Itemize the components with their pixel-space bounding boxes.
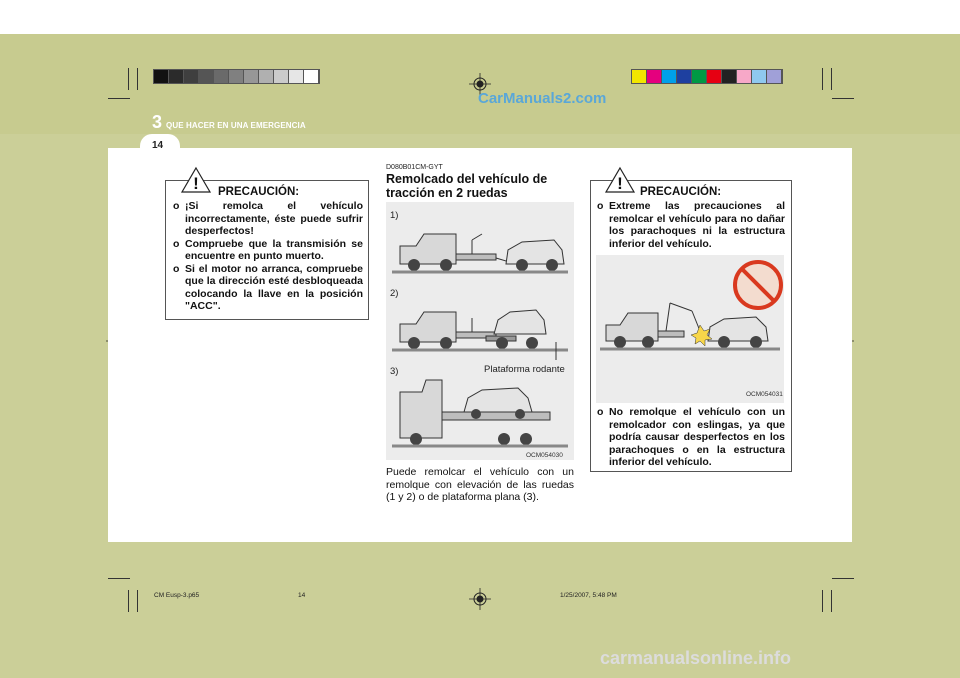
caution-item: o Compruebe que la transmisión se encuentre en punto muerto. xyxy=(173,238,363,263)
color-swatch xyxy=(244,70,259,83)
figure-label-3: 3) xyxy=(390,366,399,377)
crop-mark xyxy=(128,68,129,90)
registration-mark-icon xyxy=(469,588,491,610)
color-swatch xyxy=(169,70,184,83)
chapter-title: QUE HACER EN UNA EMERGENCIA xyxy=(166,121,306,130)
caution-item: o Si el motor no arranca, compruebe que la dirección esté desbloqueada colocando la llave en la posición "ACC". xyxy=(173,263,363,313)
color-swatch xyxy=(259,70,274,83)
figure-label-2: 2) xyxy=(390,288,399,299)
warning-triangle-icon xyxy=(604,166,636,194)
section-code: D080B01CM-GYT xyxy=(386,164,443,171)
caution-item: o Extreme las precauciones al remolcar el vehículo para no dañar los parachoques ni la estructura inferior del vehículo. xyxy=(597,200,785,250)
color-swatch xyxy=(229,70,244,83)
color-swatch xyxy=(632,70,647,83)
crop-mark xyxy=(108,578,130,579)
crop-mark xyxy=(822,590,823,612)
caution-title-right: PRECAUCIÓN: xyxy=(640,186,722,198)
gray-color-bar xyxy=(153,69,320,84)
footer-filename: CM Eusp-3.p65 xyxy=(154,592,200,599)
color-swatch xyxy=(692,70,707,83)
chapter-number: 3 xyxy=(152,112,163,132)
sling-tow-illustration xyxy=(596,255,784,403)
crop-mark xyxy=(831,68,832,90)
page-number: 14 xyxy=(152,140,164,151)
color-swatch xyxy=(214,70,229,83)
footer-datetime: 1/25/2007, 5:48 PM xyxy=(560,592,617,599)
crop-mark xyxy=(832,578,854,579)
color-swatch xyxy=(677,70,692,83)
chapter-header xyxy=(152,112,306,133)
color-swatch xyxy=(154,70,169,83)
watermark-bottom[interactable]: carmanualsonline.info xyxy=(600,648,792,668)
color-swatch xyxy=(767,70,782,83)
color-swatch xyxy=(289,70,304,83)
color-swatch xyxy=(662,70,677,83)
svg-text:!: ! xyxy=(193,174,199,193)
warning-triangle-icon xyxy=(180,166,212,194)
caution-list-right-bottom xyxy=(597,406,785,469)
caution-title-left: PRECAUCIÓN: xyxy=(218,186,300,198)
caution-item: o No remolque el vehículo con un remolcador con eslingas, ya que podría causar desperfectos en los parachoques o en la estructura inferior del vehículo. xyxy=(597,406,785,469)
crop-mark xyxy=(128,590,129,612)
cmyk-color-bar xyxy=(631,69,783,84)
color-swatch xyxy=(647,70,662,83)
crop-mark xyxy=(832,98,854,99)
tow-trucks-drawing xyxy=(386,202,574,460)
crop-mark xyxy=(831,590,832,612)
towing-illustration xyxy=(386,202,574,460)
color-swatch xyxy=(199,70,214,83)
section-body: Puede remolcar el vehículo con un remolque con elevación de las ruedas (1 y 2) o de plataforma plana (3). xyxy=(386,466,574,503)
crop-mark xyxy=(822,68,823,90)
figure-callout: Plataforma rodante xyxy=(484,364,565,375)
color-swatch xyxy=(274,70,289,83)
color-swatch xyxy=(737,70,752,83)
color-swatch xyxy=(304,70,319,83)
color-swatch xyxy=(707,70,722,83)
crop-mark xyxy=(137,68,138,90)
figure-label-1: 1) xyxy=(390,210,399,221)
svg-text:!: ! xyxy=(617,174,623,193)
crop-mark xyxy=(108,98,130,99)
watermark-top[interactable]: CarManuals2.com xyxy=(478,90,607,107)
figure-code-right: OCM054031 xyxy=(746,391,783,398)
caution-list-right-top xyxy=(597,200,785,250)
color-swatch xyxy=(722,70,737,83)
caution-item: o ¡Si remolca el vehículo incorrectamente, éste puede sufrir desperfectos! xyxy=(173,200,363,238)
crop-mark xyxy=(137,590,138,612)
caution-list-left xyxy=(173,200,363,313)
sling-tow-drawing xyxy=(596,255,784,403)
color-swatch xyxy=(752,70,767,83)
figure-code: OCM054030 xyxy=(526,452,563,459)
footer-page: 14 xyxy=(298,592,306,599)
section-heading: Remolcado del vehículo de tracción en 2 ruedas xyxy=(386,172,548,200)
color-swatch xyxy=(184,70,199,83)
